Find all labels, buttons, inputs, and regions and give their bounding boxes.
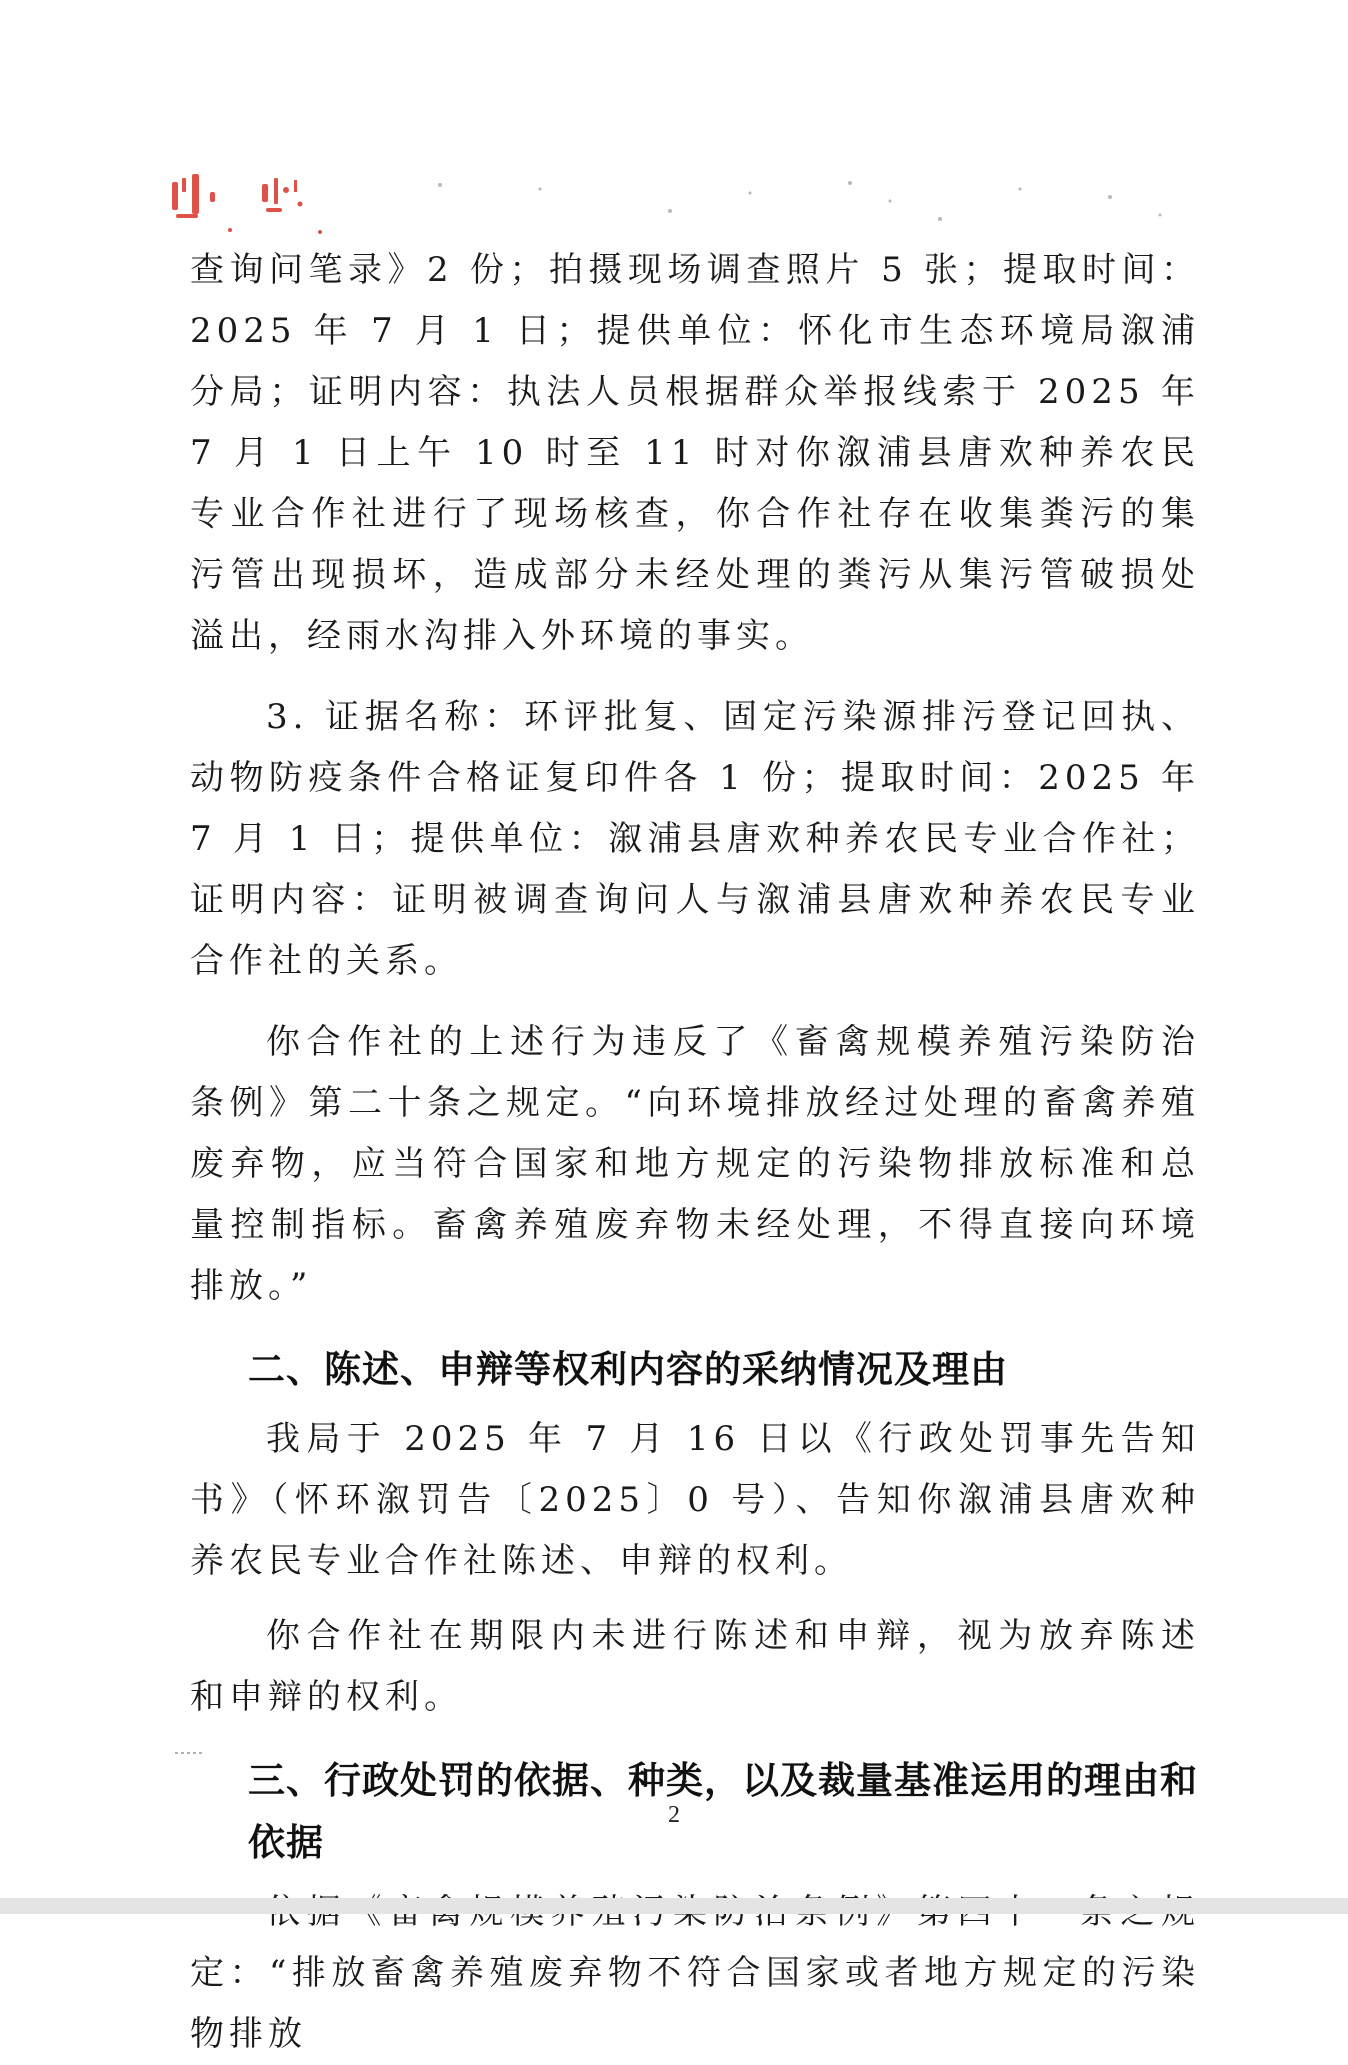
seal-remnant: [170, 170, 380, 240]
page-number: 2: [668, 1802, 680, 1828]
evidence-paragraph: 3. 证据名称：环评批复、固定污染源排污登记回执、动物防疫条件合格证复印件各 1 份；提取时间：2025 年 7 月 1 日；提供单位：溆浦县唐欢种养农民专业合作社；证明内容：证明被调查询问人与溆浦县唐欢种养农民专业合作社的关系。: [190, 697, 1200, 981]
scan-specks: [420, 175, 1200, 235]
violation-paragraph: 你合作社的上述行为违反了《畜禽规模养殖污染防治条例》第二十条之规定。“向环境排放经过处理的畜禽养殖废弃物，应当符合国家和地方规定的污染物排放标准和总量控制指标。畜禽养殖废弃物未经处理，不得直接向环境排放。”: [190, 1022, 1200, 1306]
body-paragraph: 定：“排放畜禽养殖废弃物不符合国家或者地方规定的污染物排放: [190, 1953, 1200, 2054]
body-paragraph: 你合作社在期限内未进行陈述和申辩，视为放弃陈述和申辩的权利。: [190, 1616, 1200, 1717]
body-paragraph: 我局于 2025 年 7 月 16 日以《行政处罚事先告知书》（怀环溆罚告〔2025〕0 号）、告知你溆浦县唐欢种养农民专业合作社陈述、申辩的权利。: [190, 1419, 1200, 1581]
section-heading: 二、陈述、申辩等权利内容的采纳情况及理由: [248, 1348, 1008, 1391]
section-heading: 三、行政处罚的依据、种类，以及裁量基准运用的理由和依据: [248, 1759, 1198, 1864]
document-body: [190, 240, 1200, 2065]
scan-edge: [0, 1898, 1348, 1914]
evidence-paragraph: 查询问笔录》2 份；拍摄现场调查照片 5 张；提取时间：2025 年 7 月 1 日；提供单位：怀化市生态环境局溆浦分局；证明内容：执法人员根据群众举报线索于 2025 年 7 月 1 日上午 10 时至 11 时对你溆浦县唐欢种养农民专业合作社进行了现场核查，你合作社存在收集粪污的集污管出现损坏，造成部分未经处理的粪污从集污管破损处溢出，经雨水沟排入外环境的事实。: [190, 250, 1200, 656]
